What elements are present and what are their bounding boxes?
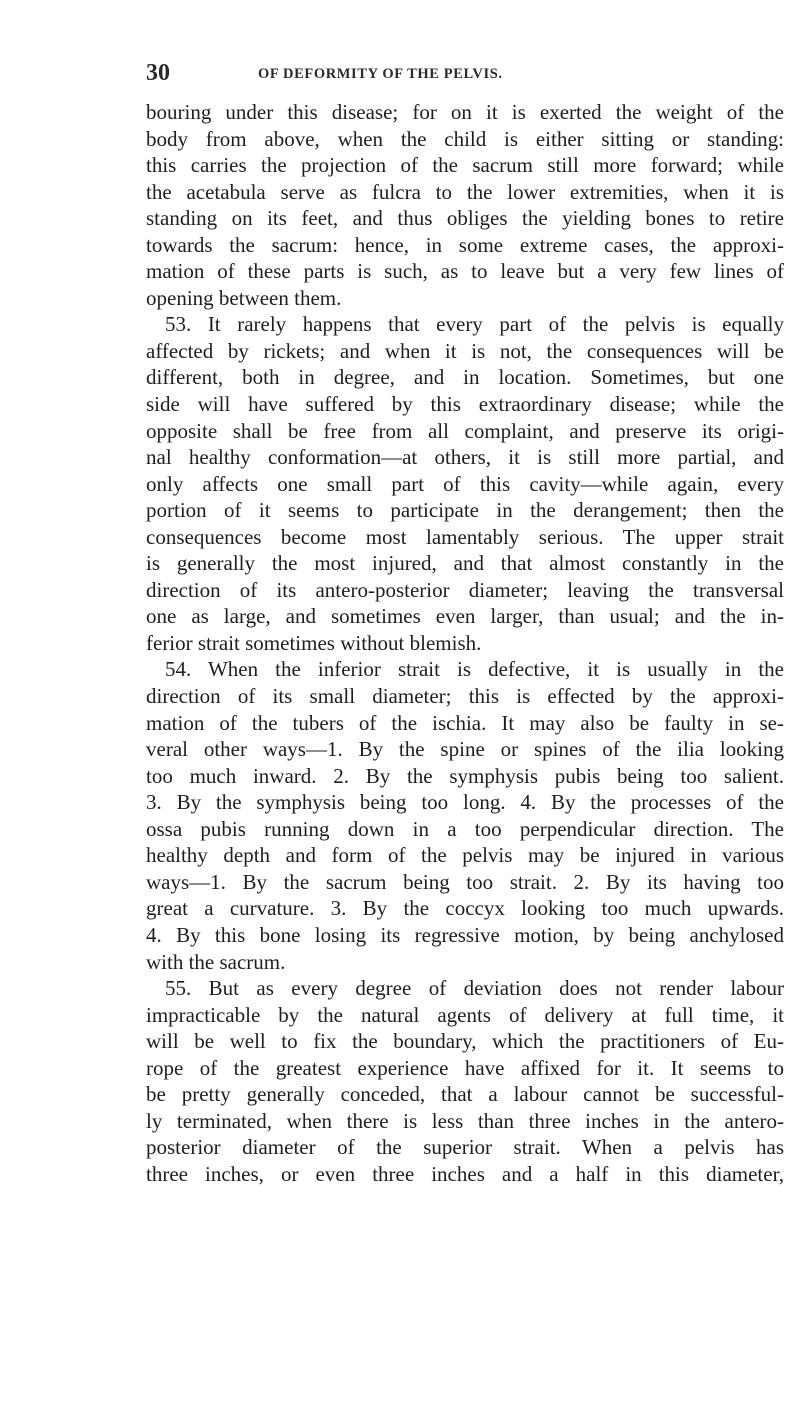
text-line: 3. By the symphysis being too long. 4. By the processes of the [146,790,784,815]
text-line: rope of the greatest experience have affixed for it. It seems to [146,1055,784,1080]
text-line: affected by rickets; and when it is not, the consequences will be [146,338,784,363]
running-head [146,58,786,88]
text-line: portion of it seems to participate in the derangement; then the [146,498,784,523]
text-line: different, both in degree, and in location. Sometimes, but one [146,365,784,390]
text-line: with the sacrum. [146,949,286,974]
text-line: ly terminated, when there is less than three inches in the antero- [146,1108,784,1133]
text-line: only affects one small part of this cavity—while again, every [146,471,784,496]
text-line: mation of the tubers of the ischia. It may also be faulty in se- [146,710,784,735]
paragraph-55-start: 55. But as every degree of deviation does not render labour [165,976,784,1001]
text-line: ossa pubis running down in a too perpendicular direction. The [146,816,784,841]
text-line: be pretty generally conceded, that a labour cannot be successful- [146,1082,784,1107]
text-line: direction of its small diameter; this is effected by the approxi- [146,684,784,709]
text-line: is generally the most injured, and that almost constantly in the [146,551,784,576]
paragraph-53-start: 53. It rarely happens that every part of the pelvis is equally [165,312,784,337]
text-line: healthy depth and form of the pelvis may be injured in various [146,843,784,868]
body-text [146,99,784,1187]
text-line: 4. By this bone losing its regressive motion, by being anchylosed [146,922,784,947]
text-line: opening between them. [146,285,342,310]
page-number: 30 [146,60,170,86]
text-line: mation of these parts is such, as to leave but a very few lines of [146,259,784,284]
text-line: three inches, or even three inches and a half in this diameter, [146,1161,784,1186]
running-title: OF DEFORMITY OF THE PELVIS. [258,66,503,82]
text-line: one as large, and sometimes even larger, than usual; and the in- [146,604,784,629]
paragraph-54-start: 54. When the inferior strait is defective, it is usually in the [165,657,784,682]
text-line: consequences become most lamentably serious. The upper strait [146,524,784,549]
text-line: impracticable by the natural agents of delivery at full time, it [146,1002,784,1027]
text-line: direction of its antero-posterior diameter; leaving the transversal [146,577,784,602]
text-line: side will have suffered by this extraordinary disease; while the [146,392,784,417]
text-line: body from above, when the child is either sitting or standing: [146,126,784,151]
text-line: the acetabula serve as fulcra to the lower extremities, when it is [146,179,784,204]
text-line: veral other ways—1. By the spine or spines of the ilia looking [146,737,784,762]
text-line: too much inward. 2. By the symphysis pubis being too salient. [146,763,784,788]
text-line: bouring under this disease; for on it is exerted the weight of the [146,100,784,124]
text-line: ferior strait sometimes without blemish. [146,630,482,655]
text-line: standing on its feet, and thus obliges the yielding bones to retire [146,206,784,231]
text-line: opposite shall be free from all complaint, and preserve its origi- [146,418,784,443]
text-line: ways—1. By the sacrum being too strait. 2. By its having too [146,869,784,894]
text-line: towards the sacrum: hence, in some extreme cases, the approxi- [146,232,784,257]
text-line: this carries the projection of the sacrum still more forward; while [146,153,784,178]
text-line: will be well to fix the boundary, which the practitioners of Eu- [146,1029,784,1054]
text-line: great a curvature. 3. By the coccyx looking too much upwards. [146,896,784,921]
text-line: posterior diameter of the superior strait. When a pelvis has [146,1135,784,1160]
text-line: nal healthy conformation—at others, it is still more partial, and [146,445,784,470]
